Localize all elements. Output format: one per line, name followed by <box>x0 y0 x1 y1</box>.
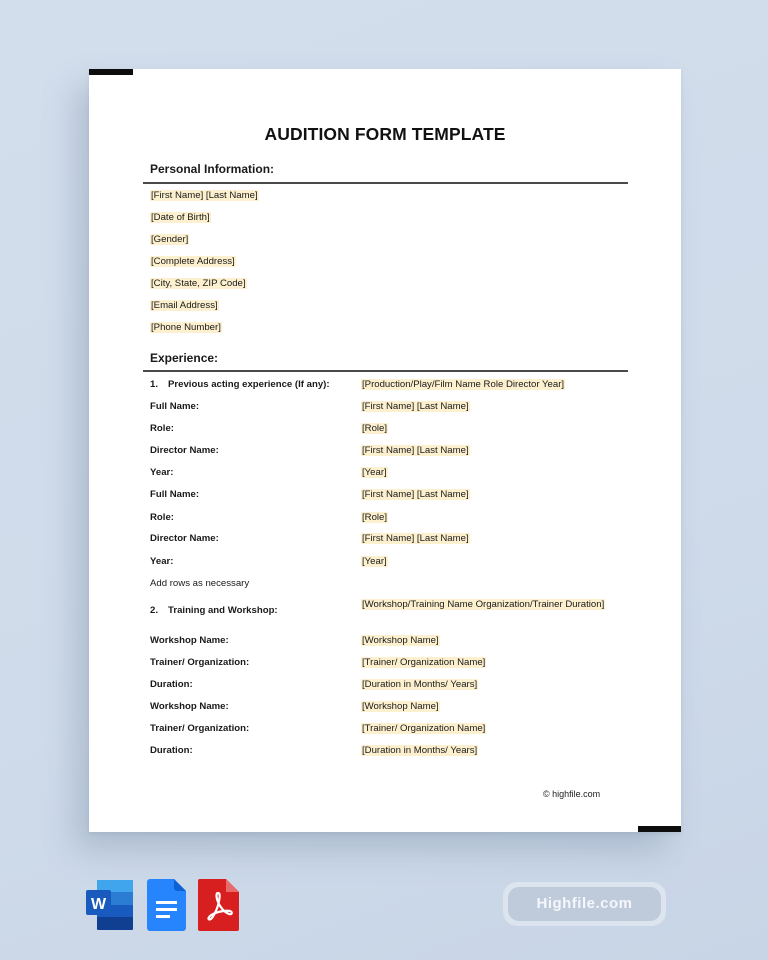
personal-field-gender[interactable] <box>150 233 189 246</box>
brand-link[interactable]: Highfile.com <box>508 887 661 921</box>
placeholder-text: [Duration in Months/ Years] <box>362 745 478 756</box>
training-row-value[interactable] <box>361 722 486 735</box>
google-docs-icon[interactable] <box>147 879 186 931</box>
corner-accent-bottom-right <box>638 826 681 832</box>
placeholder-text: [Complete Address] <box>151 256 235 267</box>
training-row-value[interactable] <box>361 700 440 713</box>
copyright-credit: © highfile.com <box>543 789 601 799</box>
placeholder-text: [City, State, ZIP Code] <box>151 278 246 289</box>
training-row-label: Workshop Name: <box>150 701 229 712</box>
placeholder-text: [Role] <box>362 423 388 434</box>
training-row-label: Duration: <box>150 745 193 756</box>
acting-row-value[interactable] <box>361 444 470 457</box>
acting-row-label: Full Name: <box>150 489 200 500</box>
personal-field-phone[interactable] <box>150 321 222 334</box>
placeholder-text: [First Name] [Last Name] <box>362 445 469 456</box>
label-text: Training and Workshop: <box>168 605 278 616</box>
placeholder-text: [Trainer/ Organization Name] <box>362 723 486 734</box>
placeholder-text: [First Name] [Last Name] <box>362 533 469 544</box>
acting-row-label: Full Name: <box>150 401 200 412</box>
acting-row-value[interactable] <box>361 400 470 413</box>
acting-row-value[interactable] <box>361 488 470 501</box>
acting-row-value[interactable] <box>361 555 388 568</box>
personal-field-name[interactable] <box>150 189 259 202</box>
placeholder-text: [Email Address] <box>151 300 218 311</box>
placeholder-text: [Year] <box>362 556 387 567</box>
placeholder-text: [Phone Number] <box>151 322 221 333</box>
training-row-value[interactable] <box>361 744 478 757</box>
corner-accent-top-left <box>89 69 133 75</box>
list-number: 1. <box>150 379 159 390</box>
personal-info-heading: Personal Information: <box>150 162 275 176</box>
personal-field-city[interactable] <box>150 277 247 290</box>
personal-field-address[interactable] <box>150 255 236 268</box>
placeholder-text: [Duration in Months/ Years] <box>362 679 478 690</box>
acting-row-label: Year: <box>150 556 174 567</box>
format-icons <box>86 879 246 931</box>
training-row-label: Duration: <box>150 679 193 690</box>
training-workshop-label <box>150 604 278 617</box>
placeholder-text: [Production/Play/Film Name Role Director Year] <box>362 379 565 390</box>
acting-row-value[interactable] <box>361 511 388 524</box>
acting-row-label: Director Name: <box>150 445 219 456</box>
placeholder-text: [First Name] [Last Name] <box>151 190 258 201</box>
document-page <box>89 69 681 832</box>
placeholder-text: [Workshop/Training Name Organization/Trainer Duration] <box>362 599 605 610</box>
acting-experience-label <box>150 378 330 391</box>
acting-row-label: Role: <box>150 423 174 434</box>
pdf-icon[interactable] <box>198 879 239 931</box>
placeholder-text: [Role] <box>362 512 388 523</box>
training-row-label: Trainer/ Organization: <box>150 657 250 668</box>
experience-divider <box>143 370 628 372</box>
training-row-label: Workshop Name: <box>150 635 229 646</box>
acting-row-label: Year: <box>150 467 174 478</box>
list-number: 2. <box>150 605 159 616</box>
training-row-value[interactable] <box>361 656 486 669</box>
placeholder-text: [Workshop Name] <box>362 635 439 646</box>
personal-field-email[interactable] <box>150 299 219 312</box>
acting-row-value[interactable] <box>361 532 470 545</box>
training-row-label: Trainer/ Organization: <box>150 723 250 734</box>
acting-row-label: Director Name: <box>150 533 219 544</box>
placeholder-text: [Year] <box>362 467 387 478</box>
acting-experience-value[interactable] <box>361 378 565 391</box>
acting-row-value[interactable] <box>361 422 388 435</box>
placeholder-text: [Workshop Name] <box>362 701 439 712</box>
add-rows-note: Add rows as necessary <box>150 578 250 589</box>
label-text: Previous acting experience (If any): <box>168 379 330 390</box>
personal-info-divider <box>143 182 628 184</box>
placeholder-text: [First Name] [Last Name] <box>362 489 469 500</box>
training-workshop-value[interactable] <box>361 598 616 611</box>
placeholder-text: [Gender] <box>151 234 189 245</box>
word-icon[interactable] <box>86 880 134 931</box>
acting-row-label: Role: <box>150 512 174 523</box>
placeholder-text: [Date of Birth] <box>151 212 210 223</box>
acting-row-value[interactable] <box>361 466 388 479</box>
placeholder-text: [First Name] [Last Name] <box>362 401 469 412</box>
placeholder-text: [Trainer/ Organization Name] <box>362 657 486 668</box>
training-row-value[interactable] <box>361 634 440 647</box>
experience-heading: Experience: <box>150 351 219 365</box>
document-title: AUDITION FORM TEMPLATE <box>264 124 506 144</box>
word-letter: W <box>90 896 107 913</box>
training-row-value[interactable] <box>361 678 478 691</box>
personal-field-dob[interactable] <box>150 211 211 224</box>
